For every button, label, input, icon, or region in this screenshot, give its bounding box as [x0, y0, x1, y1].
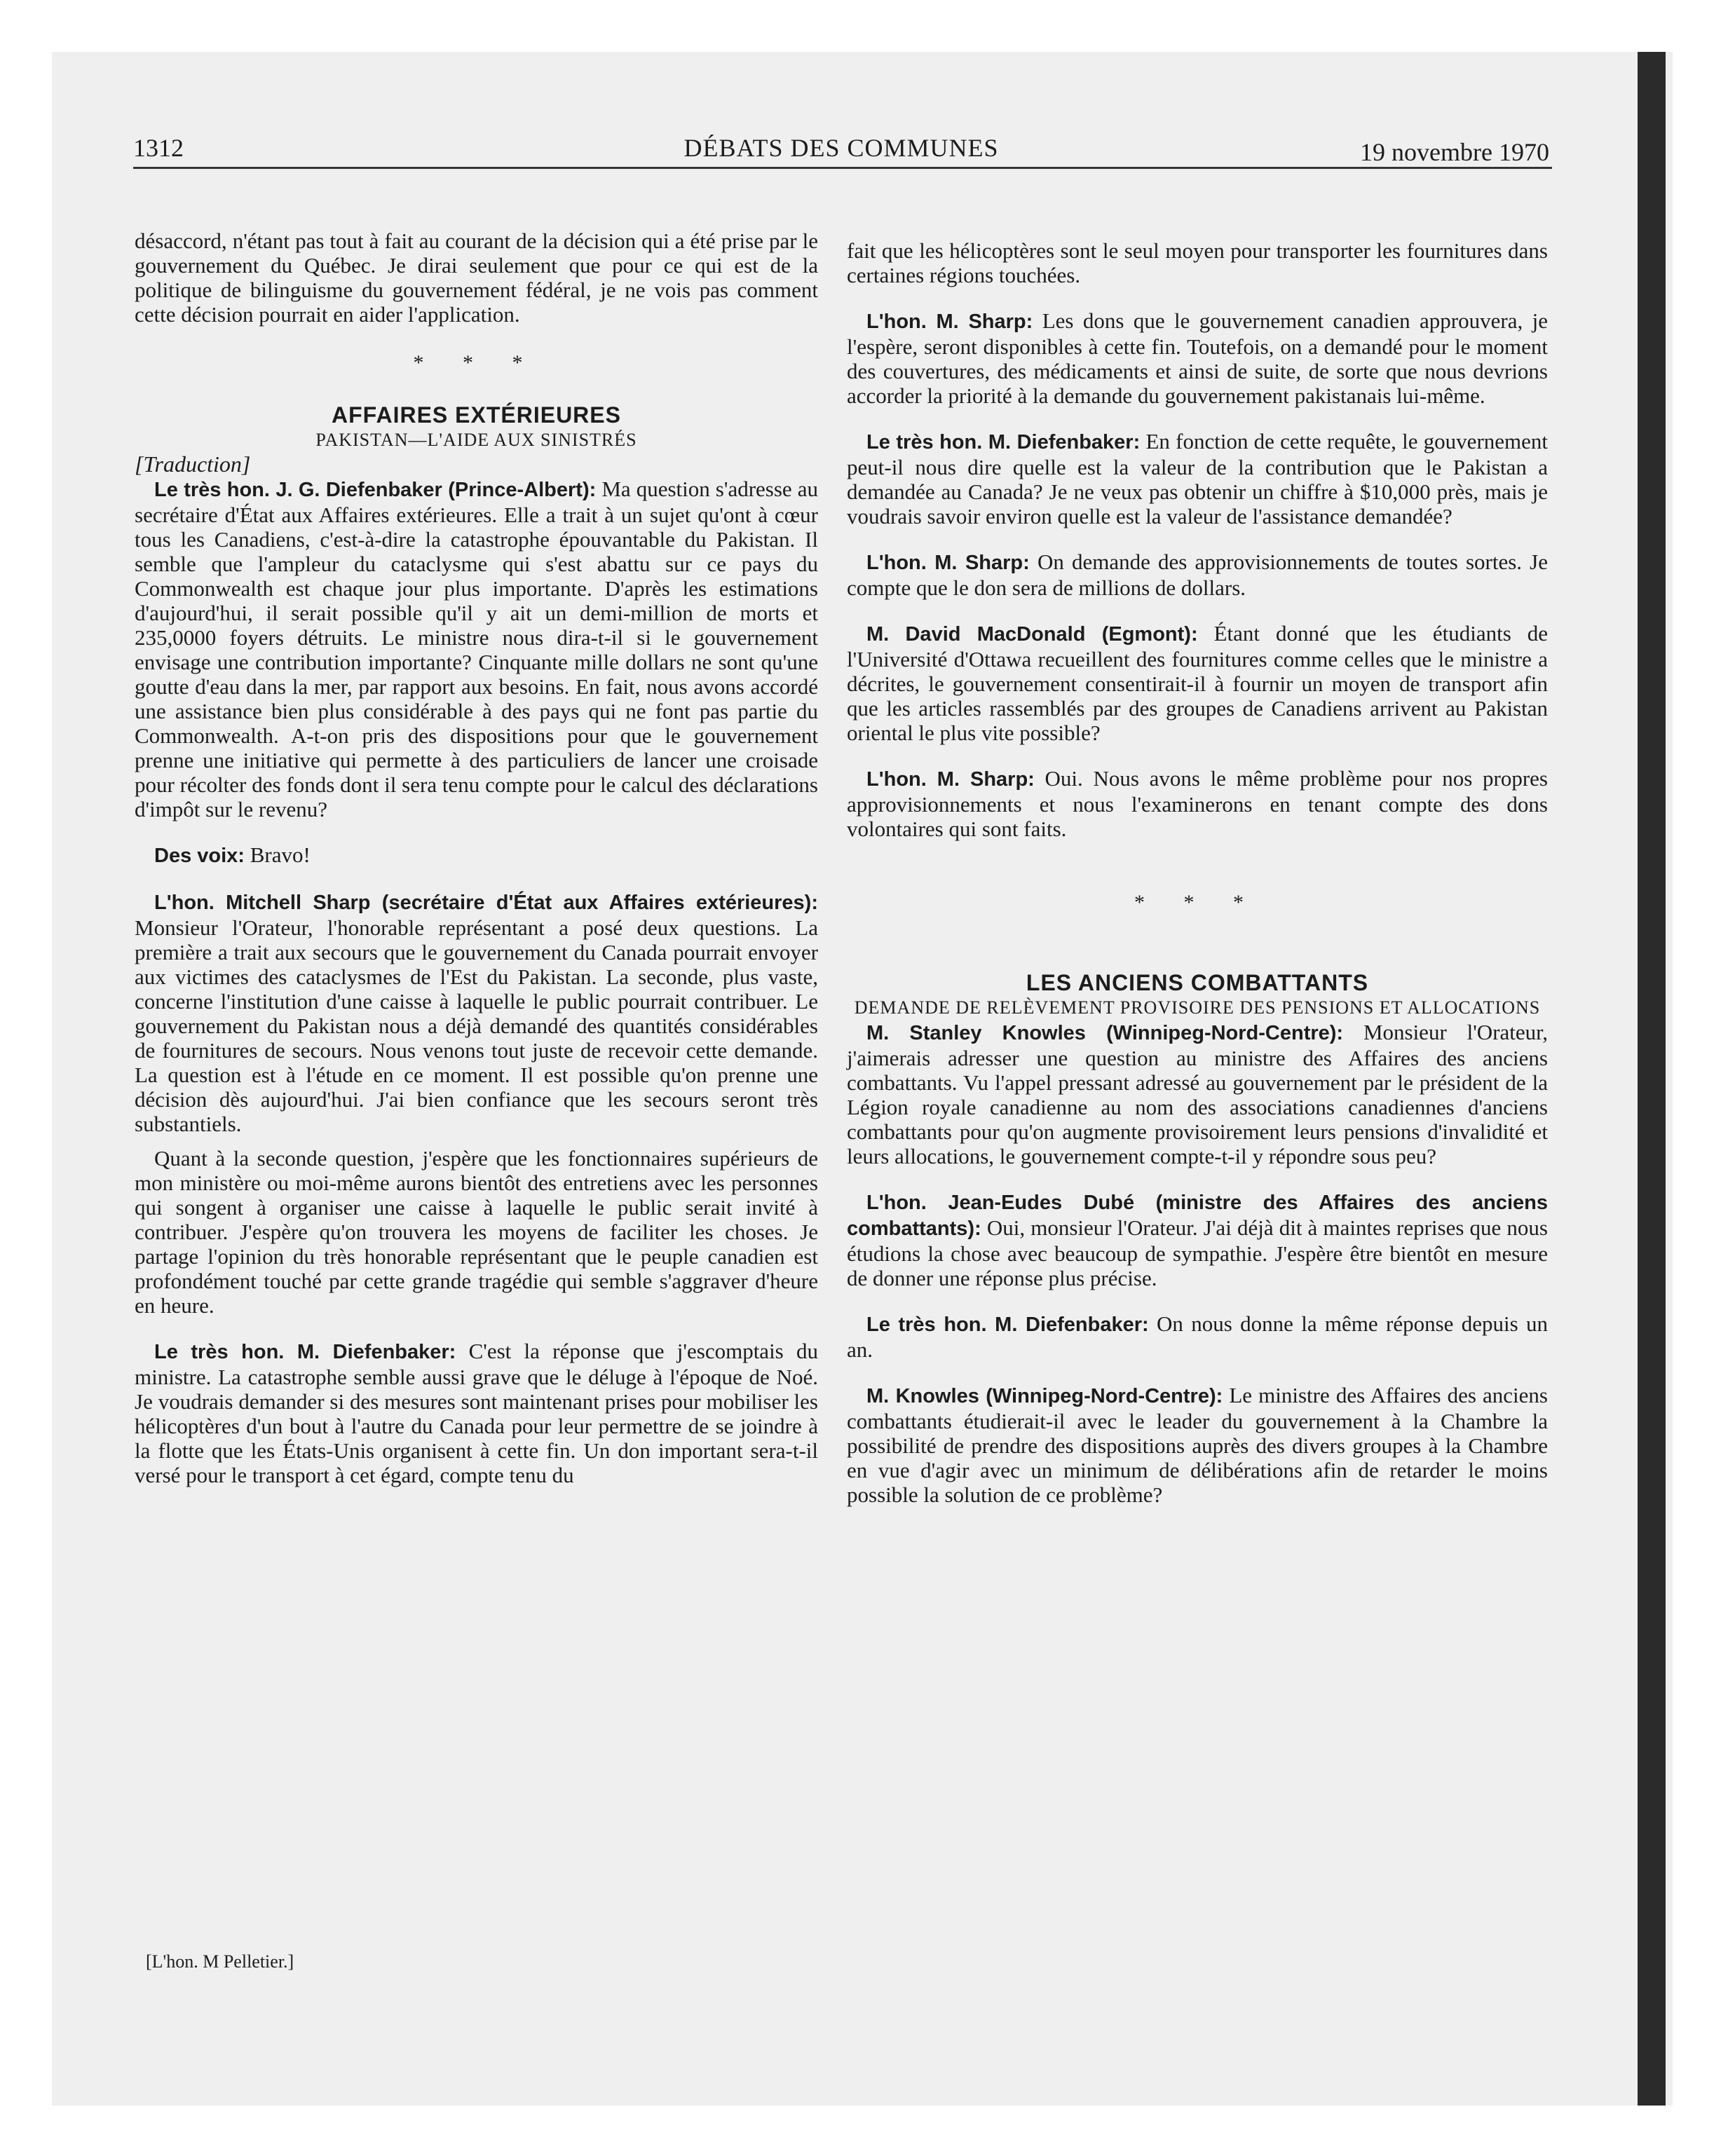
speech-text: Oui, monsieur l'Orateur. J'ai déjà dit à maintes reprises que nous étudions la chose avec beaucoup de sympathie. J'espère être bientôt en mesure de donner une réponse plus précise.: [847, 1215, 1548, 1290]
speech: [847, 308, 1548, 408]
speaker: Le très hon. M. Diefenbaker:: [866, 1314, 1149, 1336]
paragraph: Quant à la seconde question, j'espère que les fonctionnaires supérieurs de mon ministère ou moi-même aurons bientôt des entretiens avec les personnes qui songent à organiser une caisse à laquelle le public serait invité à contribuer. J'espère qu'on trouvera les moyens de faciliter les choses. Je partage l'opinion du très honorable représentant que le peuple canadien est profondément touché par cette grande tragédie qui semble s'aggraver d'heure en heure.: [135, 1146, 818, 1318]
speaker: Des voix:: [154, 845, 245, 867]
speaker: L'hon. Mitchell Sharp (secrétaire d'État aux Affaires extérieures):: [154, 892, 818, 914]
left-column: [135, 228, 818, 1487]
right-column: [847, 238, 1548, 1507]
speaker: L'hon. Jean-Eudes Dubé (ministre des Affaires des anciens combattants):: [847, 1192, 1548, 1240]
speech: [847, 550, 1548, 600]
speaker: M. David MacDonald (Egmont):: [866, 623, 1198, 646]
section-heading: AFFAIRES EXTÉRIEURES: [332, 402, 621, 428]
page-header: [133, 133, 1549, 165]
page-footer: [L'hon. M Pelletier.]: [146, 1951, 294, 1972]
speech: [847, 429, 1548, 528]
section-heading: LES ANCIENS COMBATTANTS: [1026, 970, 1369, 995]
speech-text: Les dons que le gouvernement canadien approuvera, je l'espère, seront disponibles à cette fin. Toutefois, on a demandé pour le moment des couvertures, des médicaments et ainsi de suite, de sorte que nous devrions accorder la priorité à la demande du gouvernement pakistanais lui-même.: [847, 308, 1548, 408]
speaker: M. Knowles (Winnipeg-Nord-Centre):: [866, 1385, 1223, 1407]
speech-text: On nous donne la même réponse depuis un an.: [847, 1311, 1549, 1362]
page-number: 1312: [133, 134, 184, 162]
paragraph: fait que les hélicoptères sont le seul moyen pour transporter les fournitures dans certaines régions touchées.: [847, 238, 1548, 287]
speech-text: Oui. Nous avons le même problème pour nos propres approvisionnements et nous l'examinerons en tenant compte des dons volontaires qui sont faits.: [847, 766, 1548, 841]
paragraph: désaccord, n'étant pas tout à fait au courant de la décision qui a été prise par le gouvernement du Québec. Je dirai seulement que pour ce qui est de la politique de bilinguisme du gouvernement fédéral, je ne vois pas comment cette décision pourrait en aider l'application.: [135, 228, 818, 327]
speaker: M. Stanley Knowles (Winnipeg-Nord-Centre):: [866, 1022, 1344, 1044]
speech: [847, 1383, 1548, 1507]
speaker: L'hon. M. Sharp:: [866, 768, 1035, 791]
speech: [847, 1189, 1548, 1290]
speech: [847, 766, 1548, 841]
speech: [135, 889, 818, 1136]
speaker: Le très hon. J. G. Diefenbaker (Prince-Albert):: [154, 479, 597, 501]
speech-text: Monsieur l'Orateur, l'honorable représentant a posé deux questions. La première a trait aux secours que le gouvernement du Canada pourrait envoyer aux victimes des cataclysmes de l'Est du Pakistan. La seconde, plus vaste, concerne l'institution d'une caisse à laquelle le public pourrait contribuer. Le gouvernement du Pakistan nous a déjà demandé des quantités considérables de fournitures de secours. Nous venons tout juste de recevoir cette demande. La question est à l'étude en ce moment. Il est possible qu'on prenne une décision dès aujourd'hui. J'ai bien confiance que les secours seront très substantiels.: [135, 915, 818, 1136]
speech: [135, 842, 818, 868]
session-date: 19 novembre 1970: [1360, 138, 1549, 166]
speaker: L'hon. M. Sharp:: [866, 311, 1033, 333]
speech-text: En fonction de cette requête, le gouvernement peut-il nous dire quelle est la valeur de la contribution que le Pakistan a demandée au Canada? Je ne veux pas obtenir un chiffre à $10,000 près, mais je voudrais savoir environ quelle est la valeur de l'assistance demandée?: [847, 429, 1549, 528]
subsection-heading: DEMANDE DE RELÈVEMENT PROVISOIRE DES PENSIONS ET ALLOCATIONS: [854, 997, 1541, 1018]
speech: [135, 477, 818, 821]
speech: [847, 621, 1548, 745]
header-rule: [133, 167, 1552, 169]
speech: [847, 1311, 1548, 1362]
speaker: Le très hon. M. Diefenbaker:: [866, 431, 1141, 453]
subsection-heading: PAKISTAN—L'AIDE AUX SINISTRÉS: [315, 430, 637, 450]
speech-text: Bravo!: [244, 842, 311, 867]
speech-text: Ma question s'adresse au secrétaire d'État aux Affaires extérieures. Elle a trait à un sujet qu'ont à cœur tous les Canadiens, c'est-à-dire la catastrophe épouvantable du Pakistan. Il semble que l'ampleur du cataclysme qui s'est abattu sur ce pays du Commonwealth est chaque jour plus importante. D'après les estimations d'aujourd'hui, il serait possible qu'il y ait un demi-million de morts et 235,0000 foyers détruits. Le ministre nous dira-t-il si le gouvernement envisage une contribution importante? Cinquante mille dollars ne sont qu'une goutte d'eau dans la mer, par rapport aux besoins. En fait, nous avons accordé une assistance bien plus considérable à des pays qui ne font pas partie du Commonwealth. A-t-on pris des dispositions pour que le gouvernement prenne une initiative qui permette à des particuliers de lancer une croisade pour récolter des fonds dont il sera tenu compte pour le calcul des déclarations d'impôt sur le revenu?: [135, 477, 818, 821]
speaker: L'hon. M. Sharp:: [866, 552, 1030, 574]
speech-text: On demande des approvisionnements de toutes sortes. Je compte que le don sera de millions de dollars.: [847, 550, 1548, 600]
section-separator: * * *: [413, 351, 540, 374]
scan-edge-shadow: [1638, 52, 1666, 2106]
speech-text: Étant donné que les étudiants de l'Université d'Ottawa recueillent des fournitures comme celles que le ministre a décrites, le gouvernement consentirait-il à fournir un moyen de transport afin que les articles rassemblés par des groupes de Canadiens arrivent au Pakistan oriental le plus vite possible?: [847, 621, 1548, 745]
speech-text: Le ministre des Affaires des anciens combattants étudierait-il avec le leader du gouvernement à la Chambre la possibilité de prendre des dispositions auprès des divers groupes à la Chambre en vue d'agir avec un minimum de délibérations afin de retarder le moins possible la solution de ce problème?: [847, 1383, 1548, 1507]
speech-text: C'est la réponse que j'escomptais du ministre. La catastrophe semble aussi grave que le déluge à l'époque de Noé. Je voudrais demander si des mesures sont maintenant prises pour mobiliser les hélicoptères d'un bout à l'autre du Canada pour leur permettre de se joindre à la flotte que les États-Unis organisent à cette fin. Un don important sera-t-il versé pour le transport à cet égard, compte tenu du: [135, 1339, 818, 1487]
speech-text: Monsieur l'Orateur, j'aimerais adresser une question au ministre des Affaires des anciens combattants. Vu l'appel pressant adressé au gouvernement par le président de la Légion royale canadienne au nom des associations canadiennes d'anciens combattants pour qu'on augmente provisoirement leurs pensions d'invalidité et leurs allocations, le gouvernement compte-t-il y répondre sous peu?: [847, 1020, 1548, 1168]
section-separator: * * *: [1134, 891, 1260, 914]
speech: [135, 1339, 818, 1487]
publication-title: DÉBATS DES COMMUNES: [683, 134, 999, 162]
speech: [847, 1020, 1548, 1168]
speaker: Le très hon. M. Diefenbaker:: [154, 1341, 456, 1363]
translation-note: [Traduction]: [135, 451, 251, 477]
